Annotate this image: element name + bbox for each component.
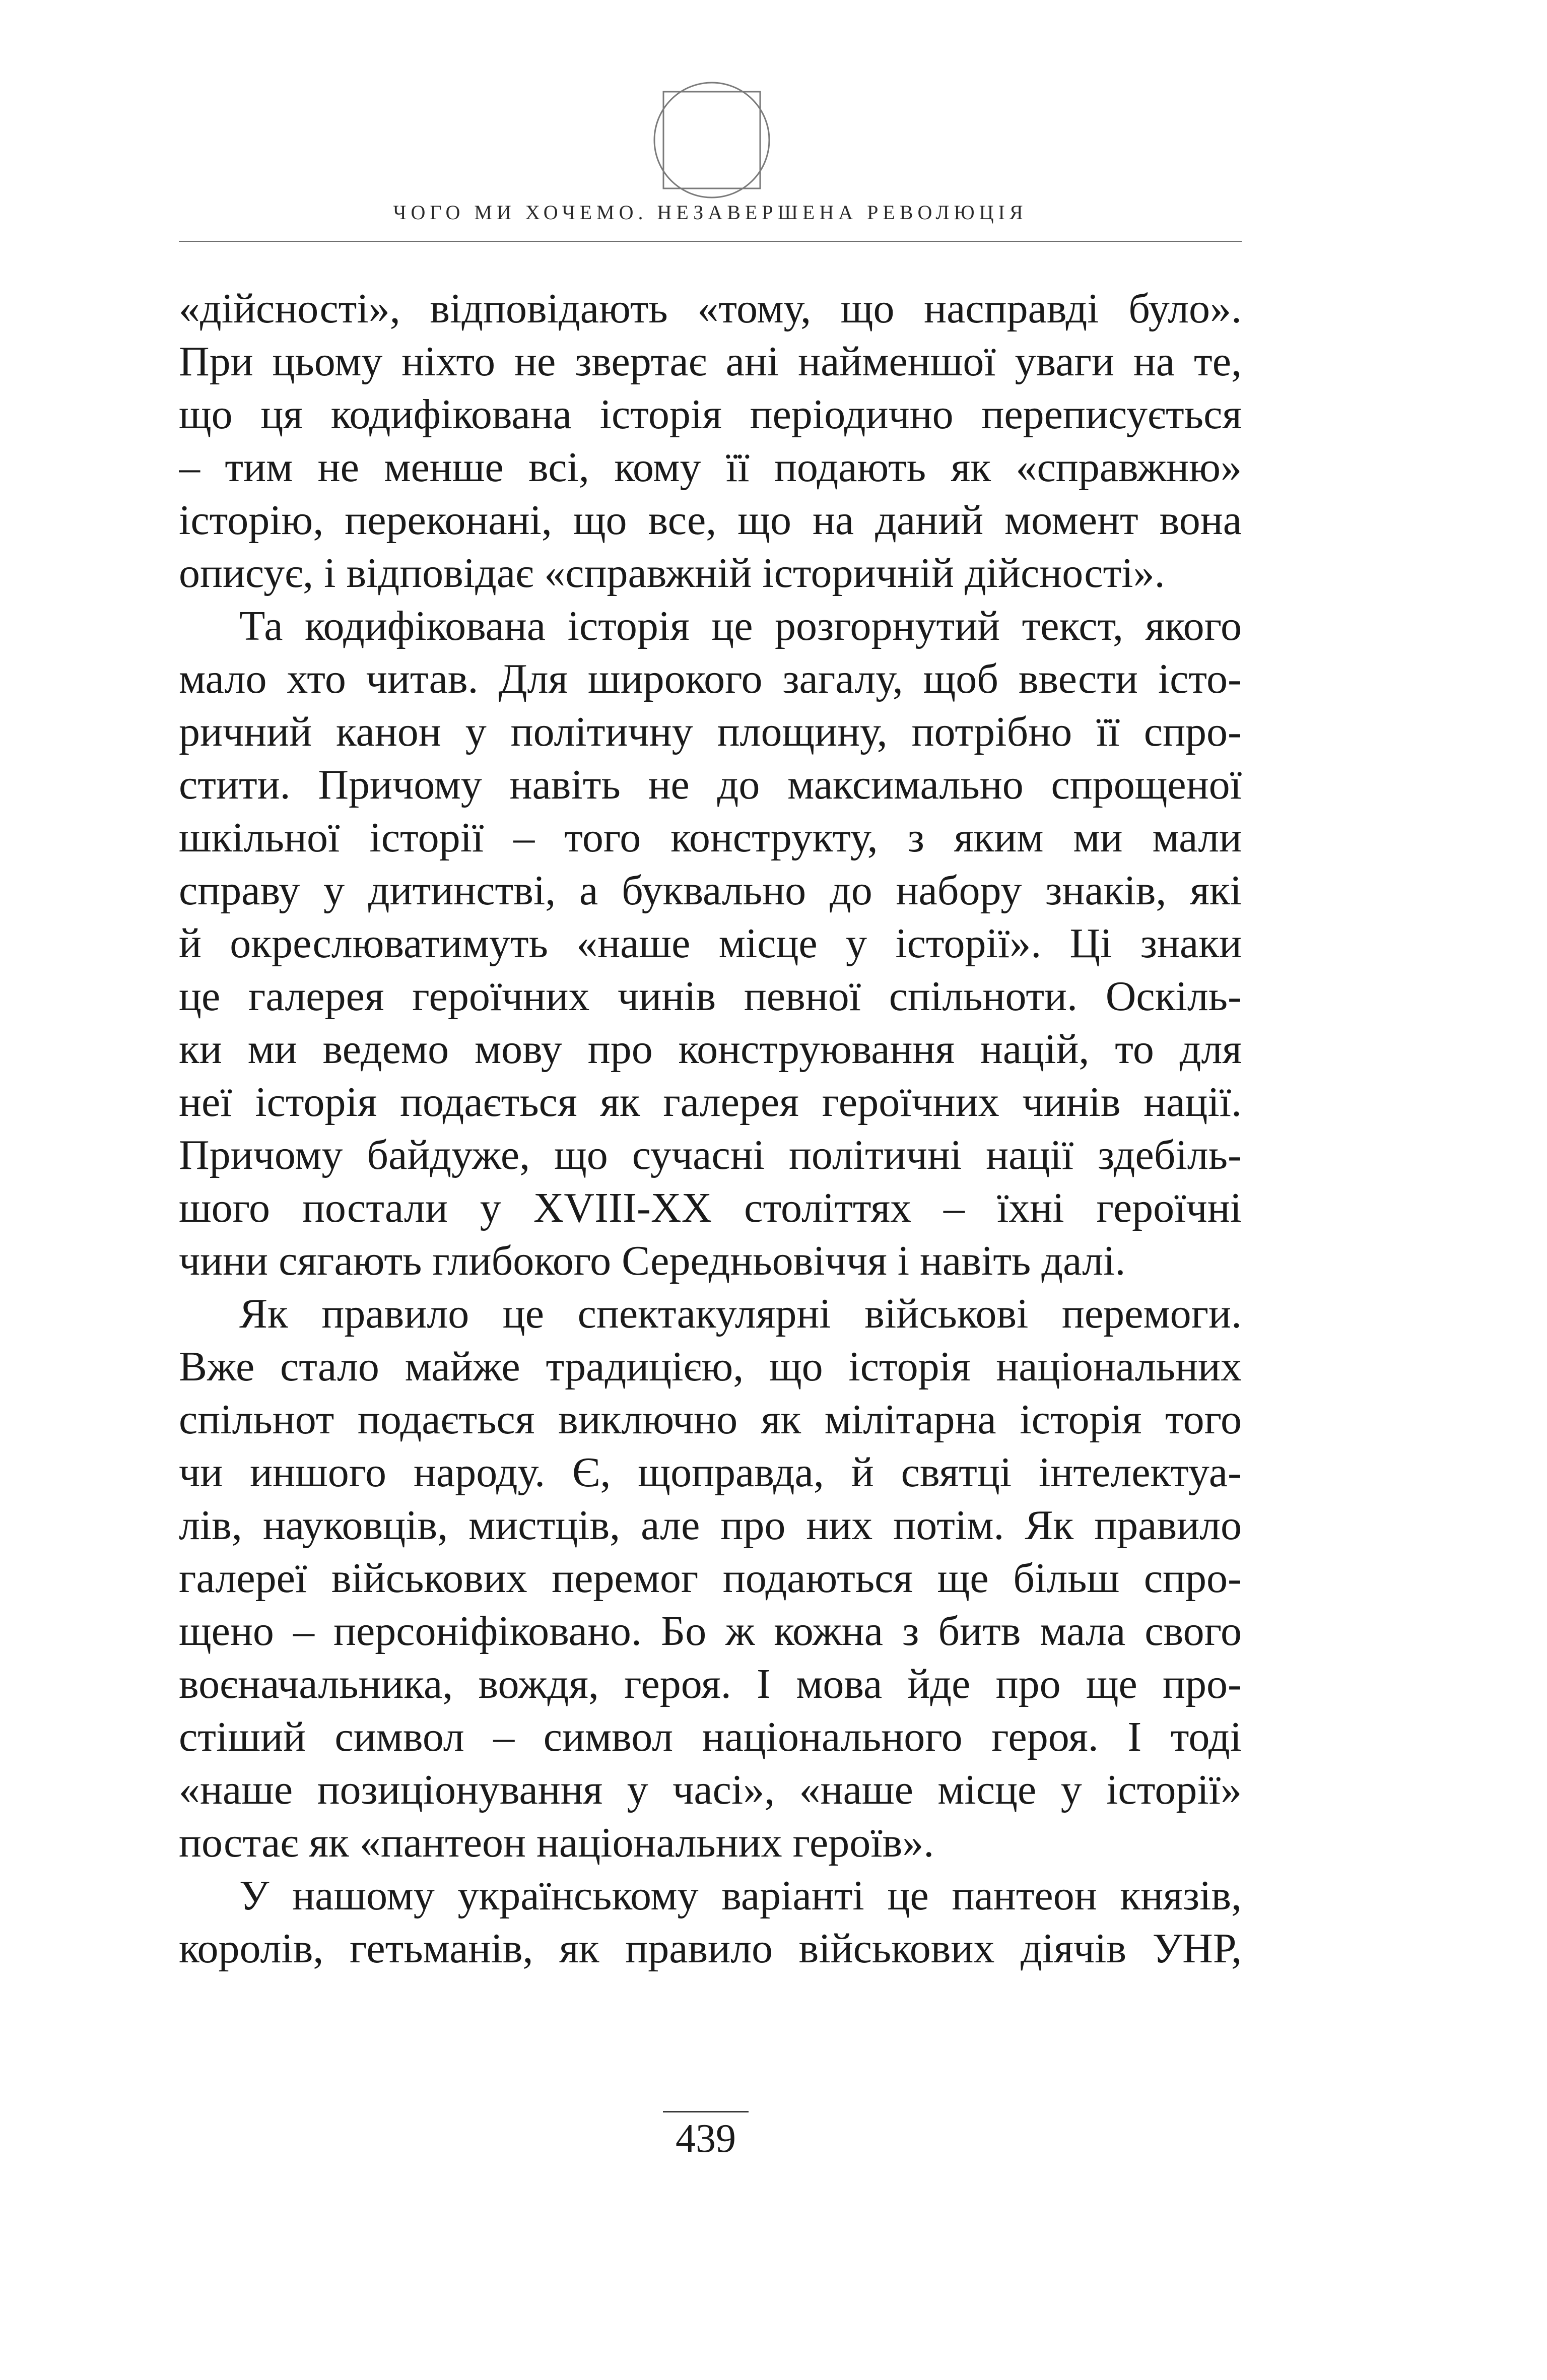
text-line: лів, науковців, мистців, але про них потім. Як правило <box>179 1502 1242 1549</box>
text-line: – тим не менше всі, кому її подають як «справжню» <box>179 444 1242 491</box>
body-text <box>179 282 1242 1975</box>
text-line: постає як «пантеон національних героїв». <box>179 1819 934 1866</box>
text-line: неї історія подається як галерея героїчних чинів нації. <box>179 1079 1242 1126</box>
text-line: це галерея героїчних чинів певної спільноти. Оскіль- <box>179 973 1242 1020</box>
text-line: ки ми ведемо мову про конструювання націй, то для <box>179 1026 1242 1073</box>
text-line: справу у дитинстві, а буквально до набору знаків, які <box>179 867 1242 914</box>
text-line: шкільної історії – того конструкту, з яким ми мали <box>179 814 1242 861</box>
text-line: Причому байдуже, що сучасні політичні нації здебіль- <box>179 1132 1242 1178</box>
running-head: ЧОГО МИ ХОЧЕМО. НЕЗАВЕРШЕНА РЕВОЛЮЦІЯ <box>393 201 1028 224</box>
text-line: Вже стало майже традицією, що історія національних <box>179 1343 1242 1390</box>
text-line: ричний канон у політичну площину, потрібно її спро- <box>179 708 1242 755</box>
header-divider <box>179 241 1242 242</box>
text-line: воєначальника, вождя, героя. І мова йде про ще про- <box>179 1661 1242 1707</box>
text-line: історію, переконані, що все, що на даний момент вона <box>179 497 1242 544</box>
text-line: галереї військових перемог подаються ще більш спро- <box>179 1555 1242 1602</box>
text-line: королів, гетьманів, як правило військових діячів УНР, <box>179 1925 1242 1972</box>
text-line: й окреслюватимуть «наше місце у історії». Ці знаки <box>179 920 1242 967</box>
paragraph-first-line: Та кодифікована історія це розгорнутий текст, якого <box>239 603 1242 649</box>
text-line: стити. Причому навіть не до максимально спрощеної <box>179 761 1242 808</box>
text-line: мало хто читав. Для широкого загалу, щоб ввести істо- <box>179 655 1242 702</box>
paragraph-first-line: Як правило це спектакулярні військові перемоги. <box>239 1290 1242 1337</box>
text-line: При цьому ніхто не звертає ані найменшої уваги на те, <box>179 338 1242 385</box>
text-line: щено – персоніфіковано. Бо ж кожна з битв мала свого <box>179 1608 1242 1655</box>
text-line: «наше позиціонування у часі», «наше місце у історії» <box>179 1766 1242 1813</box>
text-line: «дійсності», відповідають «тому, що насправді було». <box>179 285 1242 332</box>
circle-square-emblem-icon <box>650 78 774 202</box>
text-line: описує, і відповідає «справжній історичній дійсності». <box>179 550 1165 597</box>
text-line: чи иншого народу. Є, щоправда, й святці інтелектуа- <box>179 1449 1242 1496</box>
text-line: чини сягають глибокого Середньовіччя і навіть далі. <box>179 1237 1126 1284</box>
text-line: що ця кодифікована історія періодично переписується <box>179 391 1242 438</box>
page-number: 439 <box>663 2111 749 2163</box>
paragraph-first-line: У нашому українському варіанті це пантеон князів, <box>239 1872 1242 1919</box>
text-line: спільнот подається виключно як мілітарна історія того <box>179 1396 1242 1443</box>
text-line: стіший символ – символ національного героя. І тоді <box>179 1713 1242 1760</box>
text-line: шого постали у XVIII-XX століттях – їхні героїчні <box>179 1184 1242 1231</box>
